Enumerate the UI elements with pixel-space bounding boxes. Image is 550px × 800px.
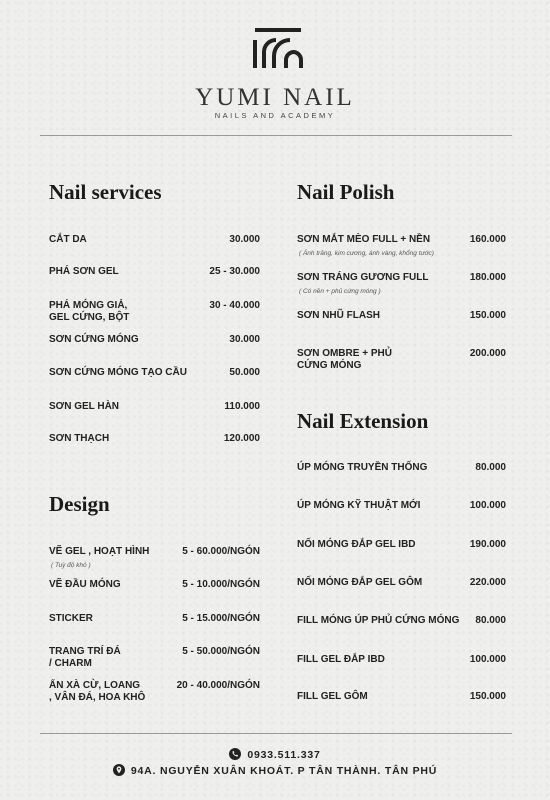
item-name: NỐI MÓNG ĐẮP GEL GÔM	[297, 577, 423, 588]
item-name: FILL GEL GÔM	[297, 691, 368, 702]
item-price: 160.000	[469, 234, 506, 245]
contact-phone	[0, 748, 550, 761]
section-title-nail-extension: Nail Extension	[297, 409, 429, 433]
location-pin-icon	[113, 764, 125, 776]
item-note: ( Có nền + phủ cứng móng )	[299, 288, 381, 295]
item-name: ÚP MÓNG KỸ THUẬT MỚI	[297, 500, 421, 511]
footer-divider	[40, 733, 512, 734]
brand-name: YUMI NAIL	[195, 84, 355, 111]
item-price: 25 - 30.000	[209, 266, 260, 277]
item-price: 220.000	[469, 577, 506, 588]
item-price: 20 - 40.000/NGÓN	[176, 680, 260, 691]
item-price: 110.000	[224, 401, 260, 412]
brand-logo	[252, 26, 304, 70]
item-name: VẼ ĐẦU MÓNG	[49, 579, 121, 590]
item-name: FILL GEL ĐẮP IBD	[297, 654, 385, 665]
item-name: SƠN OMBRE + PHỦ CỨNG MÓNG	[297, 348, 392, 371]
item-name: SƠN GEL HÀN	[49, 401, 120, 412]
item-price: 30.000	[229, 334, 260, 345]
item-price: 80.000	[475, 462, 506, 473]
item-price: 5 - 60.000/NGÓN	[182, 546, 260, 557]
contact-address	[0, 764, 550, 777]
phone-icon	[229, 748, 241, 760]
phone-number: 0933.511.337	[247, 749, 321, 761]
item-price: 30.000	[229, 234, 260, 245]
item-note: ( Tuỳ độ khó )	[51, 562, 91, 569]
item-name: FILL MÓNG ÚP PHỦ CỨNG MÓNG	[297, 615, 460, 626]
item-name: SƠN NHŨ FLASH	[297, 310, 380, 321]
item-price: 200.000	[469, 348, 506, 359]
item-name: NỐI MÓNG ĐẮP GEL IBD	[297, 539, 416, 550]
item-price: 50.000	[229, 367, 260, 378]
item-name: SƠN MẮT MÈO FULL + NỀN	[297, 234, 431, 245]
item-price: 100.000	[469, 654, 506, 665]
item-name: TRANG TRÍ ĐÁ / CHARM	[49, 646, 121, 669]
address-text: 94A. NGUYỄN XUÂN KHOÁT. P TÂN THÀNH. TÂN PHÚ	[130, 765, 438, 777]
item-name: SƠN THẠCH	[49, 433, 110, 444]
item-name: SƠN CỨNG MÓNG	[49, 334, 139, 345]
item-price: 150.000	[469, 691, 506, 702]
item-price: 150.000	[469, 310, 506, 321]
item-price: 5 - 50.000/NGÓN	[182, 646, 260, 657]
item-note: ( Ánh trăng, kim cương, ánh vàng, khổng tước)	[299, 250, 434, 257]
item-price: 100.000	[469, 500, 506, 511]
item-price: 190.000	[469, 539, 506, 550]
item-price: 5 - 10.000/NGÓN	[182, 579, 260, 590]
item-name: PHÁ SƠN GEL	[49, 266, 119, 277]
item-price: 5 - 15.000/NGÓN	[182, 613, 260, 624]
section-title-nail-polish: Nail Polish	[297, 180, 395, 204]
section-title-design: Design	[49, 492, 110, 516]
item-name: STICKER	[49, 613, 93, 624]
item-name: SƠN TRÁNG GƯƠNG FULL	[297, 272, 429, 283]
item-name: CẮT DA	[49, 234, 87, 245]
item-price: 180.000	[469, 272, 506, 283]
section-title-nail-services: Nail services	[49, 180, 162, 204]
item-name: PHÁ MÓNG GIẢ, GEL CỨNG, BỘT	[49, 300, 130, 323]
item-price: 80.000	[475, 615, 506, 626]
brand-tagline: NAILS AND ACADEMY	[214, 111, 336, 120]
item-name: ÚP MÓNG TRUYỀN THỐNG	[297, 462, 428, 473]
item-name: SƠN CỨNG MÓNG TẠO CẦU	[49, 367, 187, 378]
item-price: 30 - 40.000	[209, 300, 260, 311]
item-name: ẨN XÀ CỪ, LOANG , VÂN ĐÁ, HOA KHÔ	[49, 680, 146, 703]
header-divider	[40, 135, 512, 136]
item-name: VẼ GEL , HOẠT HÌNH	[49, 546, 150, 557]
item-price: 120.000	[223, 433, 260, 444]
